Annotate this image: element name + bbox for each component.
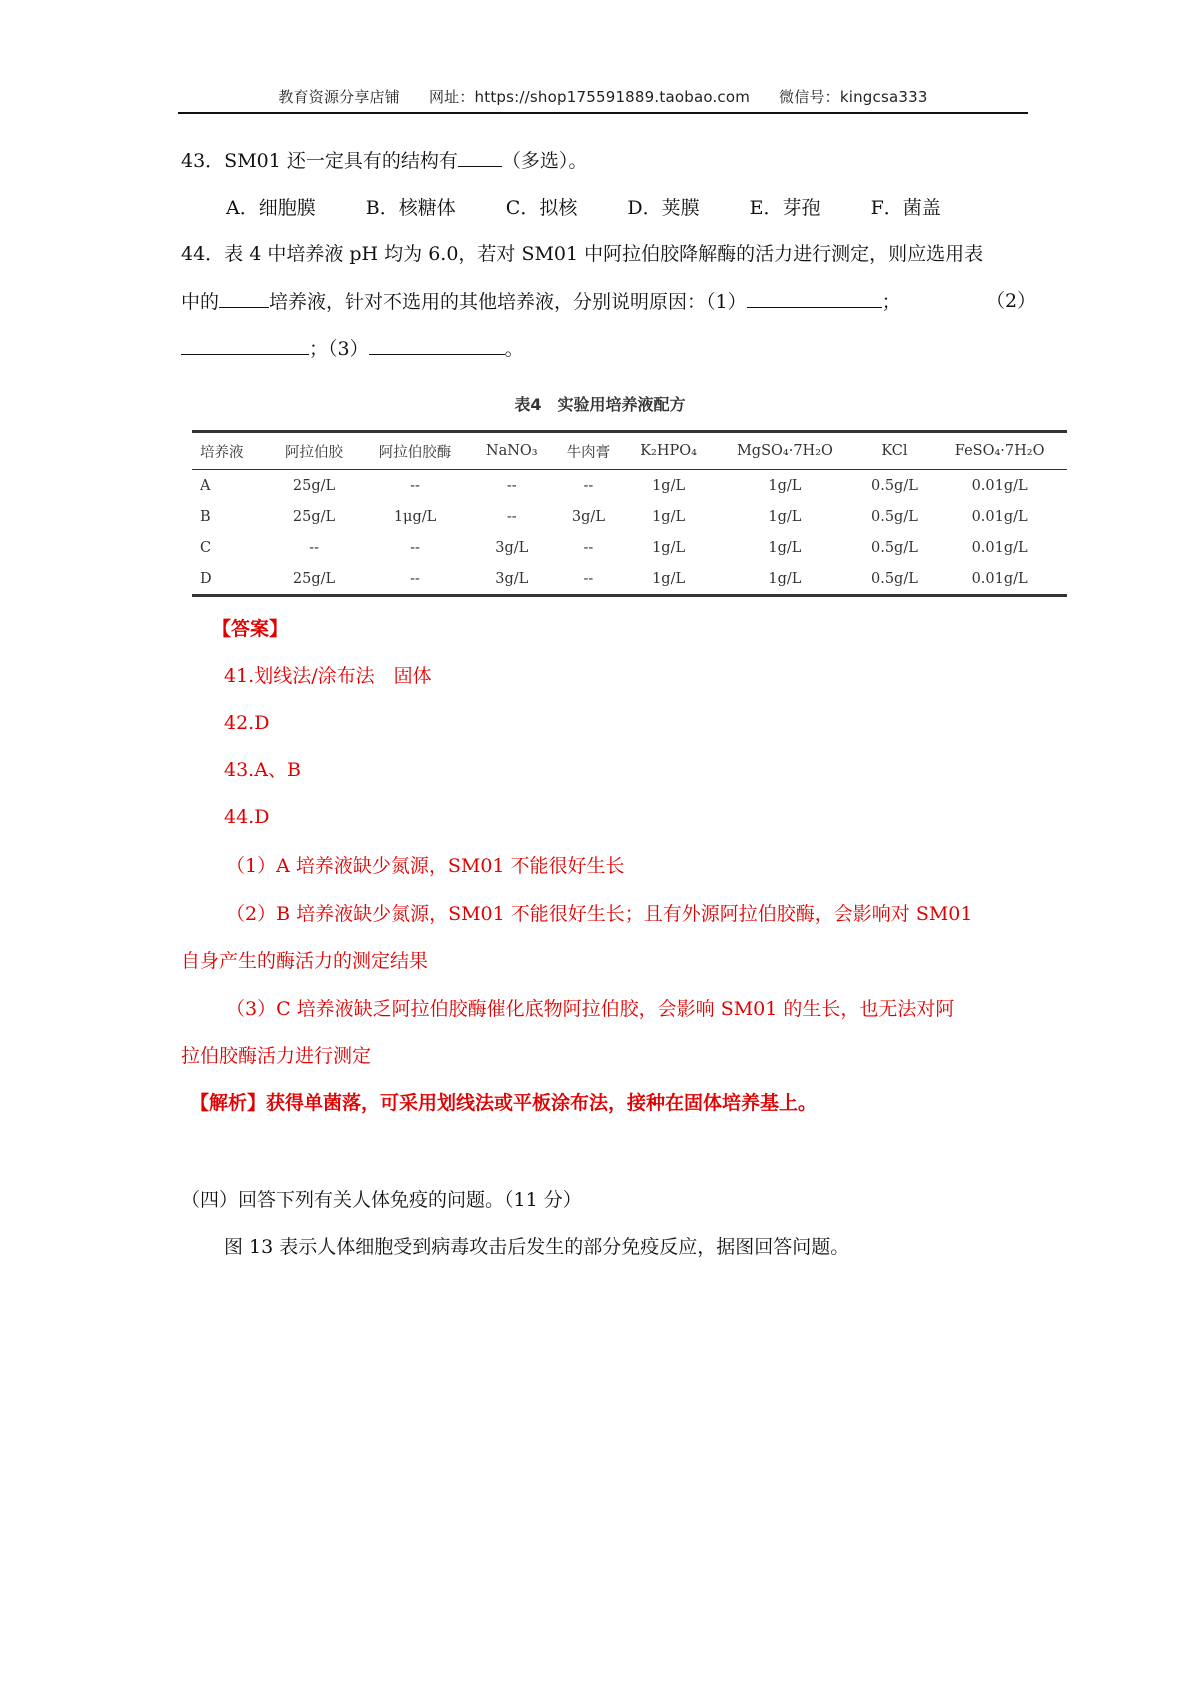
text-fragment: 中的 [181,291,220,313]
answer-label: 【答案】 [212,618,289,640]
header-cell: NaNO₃ [485,443,538,459]
table-cell: 0.5g/L [871,570,918,587]
table-cell: 0.01g/L [971,477,1028,494]
table-cell: 0.01g/L [971,570,1028,587]
table-cell: C [200,539,212,556]
table-cell: -- [583,477,594,494]
table-cell: 3g/L [495,539,529,556]
table-cell: 1g/L [652,570,686,587]
table-row [192,563,1067,596]
section-4-title: （四）回答下列有关人体免疫的问题。（11 分） [181,1189,582,1211]
header-cell: KCl [881,443,908,459]
table-cell: 25g/L [292,570,336,587]
answer-blank [458,148,502,167]
header-cell: 阿拉伯胶酶 [378,444,452,461]
table-cell: 0.5g/L [871,508,918,525]
question-43-suffix: （多选）。 [501,150,588,172]
page-header [178,86,1028,107]
answer-43: 43.A、B [224,759,301,781]
answer-blank [369,336,505,355]
table-cell: 0.01g/L [971,508,1028,525]
answer-44: 44.D [224,806,270,828]
reason-2-line1: （2）B 培养液缺少氮源，SM01 不能很好生长；且有外源阿拉伯胶酶，会影响对 SM01 [226,903,973,925]
table-cell: -- [506,508,517,525]
table-cell: -- [583,570,594,587]
table-cell: 1g/L [768,477,802,494]
question-44-part2-label: （2） [986,290,1037,312]
question-43-stem: 43．SM01 还一定具有的结构有 [181,150,458,172]
table-cell: 0.01g/L [971,539,1028,556]
header-divider [178,112,1028,114]
table-row [192,532,1067,563]
table-cell: -- [309,539,319,556]
table-cell: 1g/L [768,570,802,587]
question-44-line3 [181,336,524,361]
reason-3-line1: （3）C 培养液缺乏阿拉伯胶酶催化底物阿拉伯胶，会影响 SM01 的生长，也无法对阿 [226,998,955,1020]
question-43 [181,148,587,173]
table-cell: 0.5g/L [871,477,918,494]
question-43-options [226,196,985,220]
option-b: B．核糖体 [365,197,456,219]
option-f: F．菌盖 [870,197,941,219]
table-cell: -- [410,539,420,556]
section-4-intro: 图 13 表示人体细胞受到病毒攻击后发生的部分免疫反应，据图回答问题。 [224,1236,850,1258]
header-cell: K₂HPO₄ [640,443,697,459]
recipe-table [192,430,1067,597]
header-cell: FeSO₄·7H₂O [954,443,1045,459]
analysis-text: 获得单菌落，可采用划线法或平板涂布法，接种在固体培养基上。 [266,1092,818,1114]
table-cell: -- [410,570,420,587]
table-row [192,501,1067,532]
table-cell: -- [506,477,517,494]
option-e: E．芽孢 [749,197,821,219]
table-cell: A [200,477,211,494]
table-cell: -- [410,477,420,494]
answer-blank [219,289,269,308]
header-cell: 阿拉伯胶 [285,444,344,461]
table-cell: 0.5g/L [871,539,918,556]
answer-41: 41.划线法/涂布法 固体 [224,665,432,687]
text-fragment: 。 [504,338,524,360]
table-cell: 1g/L [768,539,802,556]
header-cell: MgSO₄·7H₂O [736,443,833,459]
header-cell: 培养液 [200,444,244,461]
table-cell: 1g/L [652,539,686,556]
shop-name: 教育资源分享店铺 [278,88,400,106]
wechat-id: 微信号：kingcsa333 [779,88,928,106]
table-cell: 1g/L [768,508,802,525]
table-cell: 25g/L [292,477,336,494]
option-d: D．荚膜 [627,197,700,219]
table-cell: -- [583,539,594,556]
text-fragment: ；（3） [309,338,369,360]
answer-blank [181,336,309,355]
table-cell: D [200,570,212,587]
option-a: A．细胞膜 [226,197,316,219]
table-cell: 3g/L [571,508,605,525]
question-44-line1: 44．表 4 中培养液 pH 均为 6.0，若对 SM01 中阿拉伯胶降解酶的活力进行测定，则应选用表 [181,243,984,265]
table-cell: 1μg/L [393,508,437,525]
answer-42: 42.D [224,712,270,734]
reason-2-line2: 自身产生的酶活力的测定结果 [181,950,429,972]
reason-3-line2: 拉伯胶酶活力进行测定 [181,1045,372,1067]
option-c: C．拟核 [505,197,578,219]
question-44-line2 [181,289,901,314]
reason-1: （1）A 培养液缺少氮源，SM01 不能很好生长 [226,855,625,877]
table-cell: B [200,508,211,525]
table-title: 表4 实验用培养液配方 [514,395,686,414]
analysis-label: 【解析】 [190,1092,267,1114]
text-fragment: ； [881,291,901,313]
table-cell: 3g/L [495,570,529,587]
table-cell: 1g/L [652,477,686,494]
table-cell: 25g/L [292,508,336,525]
header-cell: 牛肉膏 [566,444,611,461]
shop-url: 网址：https://shop175591889.taobao.com [428,88,751,106]
text-fragment: 培养液，针对不选用的其他培养液，分别说明原因：（1） [269,291,747,313]
table-header-row [192,432,1067,470]
answer-blank [747,289,882,308]
analysis [190,1091,817,1115]
table-row [192,470,1067,502]
table-cell: 1g/L [652,508,686,525]
